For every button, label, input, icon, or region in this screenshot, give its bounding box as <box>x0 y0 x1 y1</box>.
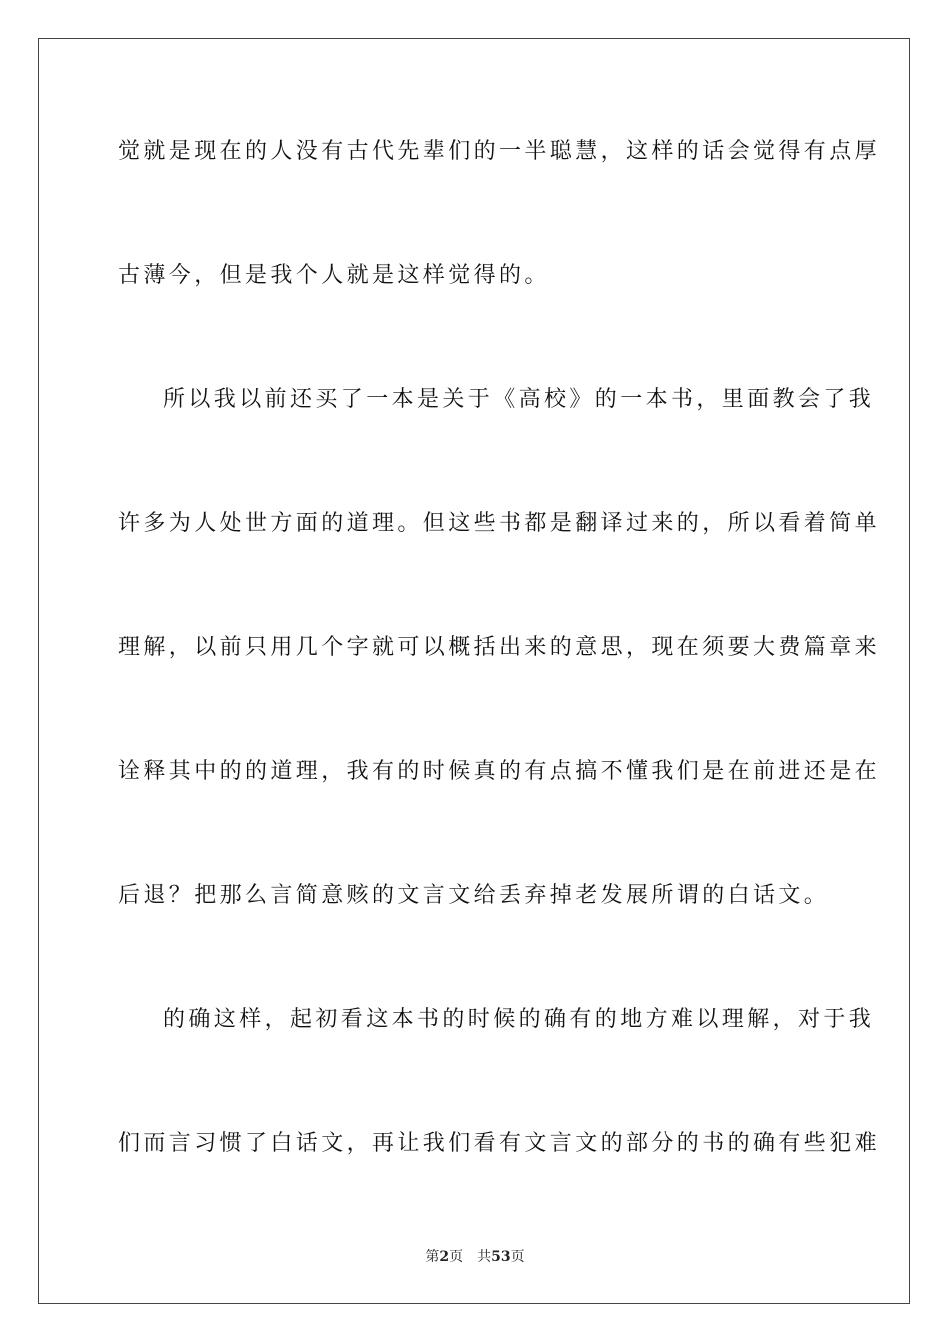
text-line-4: 许多为人处世方面的道理。但这些书都是翻译过来的，所以看着简单 <box>118 511 881 536</box>
page-suffix: 页 <box>449 1249 464 1265</box>
text-line-3: 所以我以前还买了一本是关于《高校》的一本书，里面教会了我 <box>163 387 875 412</box>
page-border <box>38 38 910 1304</box>
text-line-2: 古薄今，但是我个人就是这样觉得的。 <box>118 263 550 288</box>
page-number: 2 <box>439 1249 450 1265</box>
text-line-5: 理解，以前只用几个字就可以概括出来的意思，现在须要大费篇章来 <box>118 635 881 660</box>
text-line-1: 觉就是现在的人没有古代先辈们的一半聪慧，这样的话会觉得有点厚 <box>118 139 881 164</box>
text-line-6: 诠释其中的的道理，我有的时候真的有点搞不懂我们是在前进还是在 <box>118 759 881 784</box>
page-footer <box>0 1248 950 1266</box>
total-prefix: 共 <box>477 1249 492 1265</box>
text-line-8: 的确这样，起初看这本书的时候的确有的地方难以理解，对于我 <box>163 1007 875 1032</box>
page-prefix: 第 <box>425 1249 440 1265</box>
text-line-7: 后退？把那么言简意赅的文言文给丢弃掉老发展所谓的白话文。 <box>118 883 830 908</box>
total-pages: 53 <box>491 1249 511 1265</box>
total-suffix: 页 <box>510 1249 525 1265</box>
text-line-9: 们而言习惯了白话文，再让我们看有文言文的部分的书的确有些犯难 <box>118 1131 881 1156</box>
